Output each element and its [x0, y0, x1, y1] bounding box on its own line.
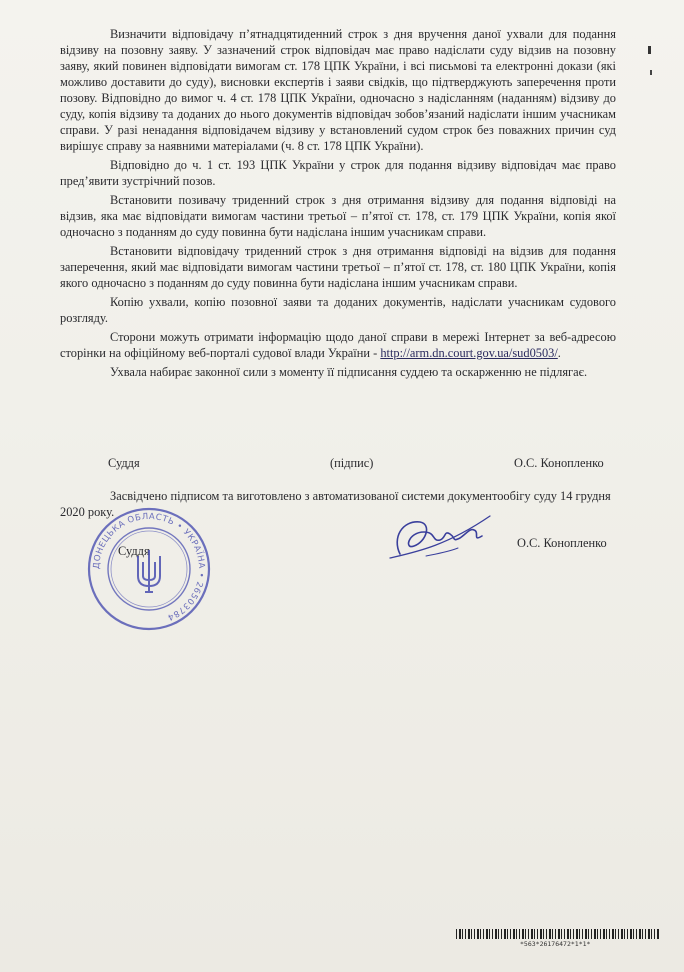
paragraph-effective: Ухвала набирає законної сили з моменту її підписання суддею та оскарженню не підлягає. — [110, 365, 588, 379]
paragraph-plaintiff-reply: Встановити позивачу триденний строк з дня отримання відзиву для подання відповіді на відзив, яка має відповідати вимогам частини третьої – п’ятої ст. 178, ст. 179 ЦПК України, копія якої одночасно з поданням до суду повинна бути надіслана іншим учасникам справи. — [60, 193, 616, 239]
signature-placeholder: (підпис) — [330, 456, 374, 470]
certified-judge-role: Суддя — [118, 544, 150, 558]
online-info-text: Сторони можуть отримати інформацію щодо даної справи в мережі Інтернет за веб-адресою сторінки на офіційному веб-порталі судової влади України - — [60, 330, 616, 360]
paragraph-response-deadline: Визначити відповідачу п’ятнадцятиденний строк з дня вручення даної ухвали для подання відзиву на позовну заяву. У зазначений строк відповідач має право надіслати суду відзив на позовну заяву, який повинен відповідати вимогам ст. 178 ЦПК України, і всі письмові та електронні докази (які можливо доставити до суду), висновки експертів і заяви свідків, що підтверджують заперечення проти позову. Відповідно до вимог ч. 4 ст. 178 ЦПК України, одночасно з надісланням (наданням) відзиву до суду, копія відзиву та доданих до нього документів відповідач зобов’язаний надіслати іншим учасникам справи. У разі ненадання відповідачем відзиву у встановлений судом строк без поважних причин суд вирішує справу за наявними матеріалами (ч. 8 ст. 178 ЦПК України). — [60, 27, 616, 153]
certified-judge-name: О.С. Конопленко — [517, 536, 607, 550]
margin-mark — [650, 70, 652, 75]
document-barcode — [456, 929, 660, 939]
online-info-suffix: . — [557, 346, 561, 360]
margin-mark — [648, 46, 651, 54]
paragraph-copies: Копію ухвали, копію позовної заяви та доданих документів, надіслати учасникам судового розгляду. — [60, 295, 616, 325]
judge-name: О.С. Конопленко — [514, 456, 604, 470]
barcode-number: *563*26176472*1*1* — [520, 940, 591, 948]
ruling-body — [60, 26, 616, 383]
court-seal-stamp — [86, 506, 212, 632]
trident-emblem-icon — [138, 550, 160, 592]
court-portal-link[interactable]: http://arm.dn.court.gov.ua/sud0503/ — [380, 346, 558, 360]
certification-note: Засвідчено підписом та виготовлено з автоматизованої системи документообігу суду 14 грудня 2020 року. — [60, 489, 611, 519]
seal-ring-text: ДОНЕЦЬКА ОБЛАСТЬ • УКРАЇНА • 26503784 — [91, 511, 207, 623]
paragraph-defendant-objection: Встановити відповідачу триденний строк з дня отримання відповіді на відзив для подання заперечення, який має відповідати вимогам частини третьої – п’ятої ст. 178, ст. 180 ЦПК України, копія якого одночасно з поданням до суду повинна бути надіслана іншим учасникам справи. — [60, 244, 616, 290]
judge-role-label: Суддя — [108, 456, 140, 470]
paragraph-online-info — [60, 329, 616, 361]
handwritten-signature — [386, 508, 496, 572]
paragraph-counterclaim: Відповідно до ч. 1 ст. 193 ЦПК України у строк для подання відзиву відповідач має право пред’явити зустрічний позов. — [60, 158, 616, 188]
